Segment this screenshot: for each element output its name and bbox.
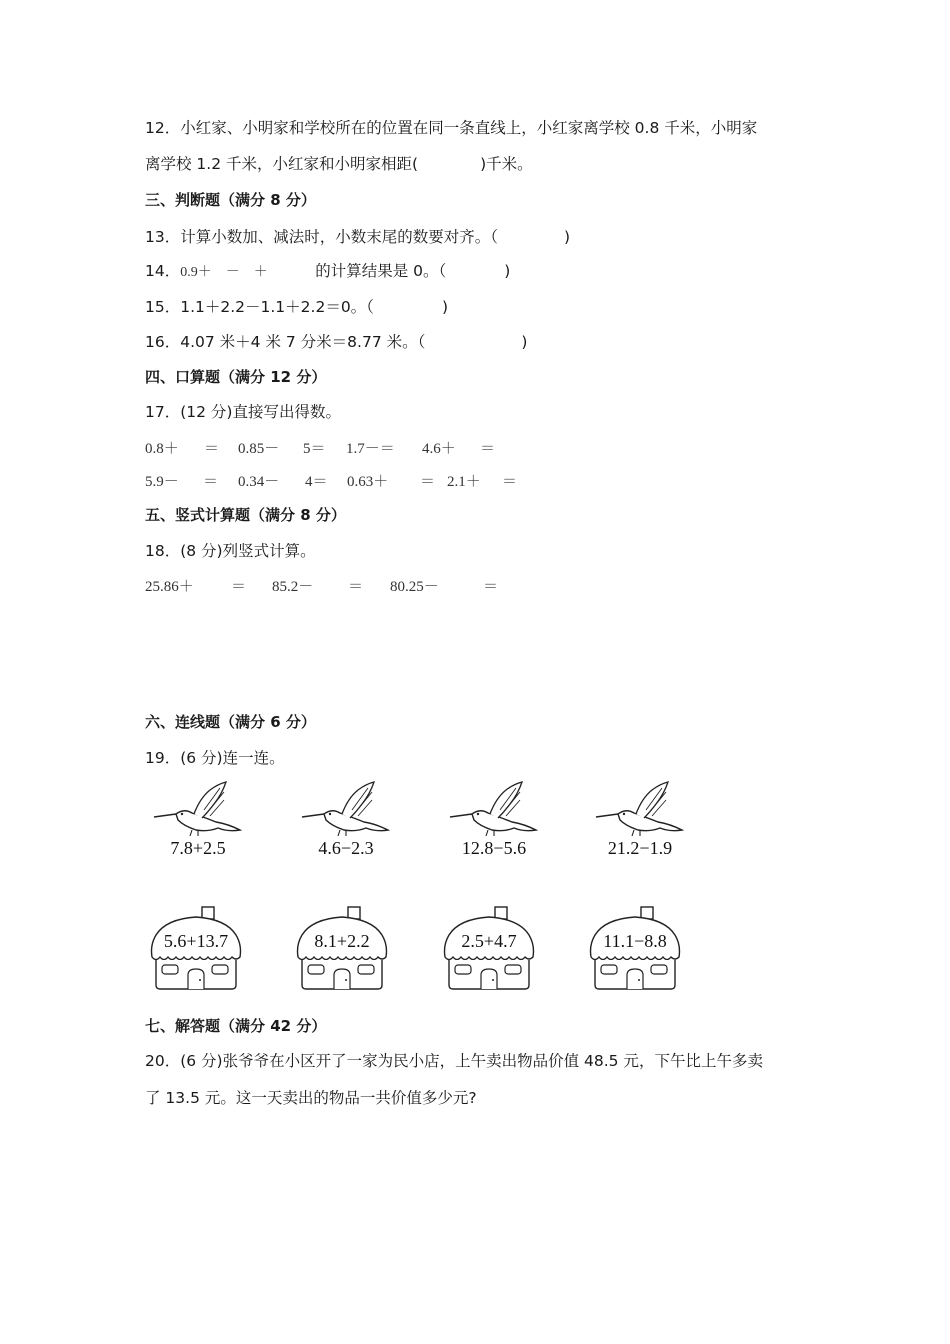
q12-line2 [145, 154, 533, 174]
section-6-title: 六、连线题（满分 6 分） [145, 713, 316, 731]
q16 [145, 332, 527, 352]
oral-equals: ＝ [204, 441, 220, 457]
q12-text: 离学校 1.2 千米，小红家和小明家相距( [145, 155, 419, 173]
q20-line2: 了 13.5 元。这一天卖出的物品一共价值多少元? [145, 1089, 477, 1107]
q14-expression: 0.9＋ － ＋ [180, 265, 268, 280]
q15-close: ) [441, 298, 448, 316]
bird-expression: 7.8+2.5 [170, 838, 226, 858]
q13 [145, 227, 570, 247]
hummingbird-icon [444, 780, 544, 840]
q13-close: ) [563, 228, 571, 246]
q17-text: 17．(12 分)直接写出得数。 [145, 403, 341, 421]
section-5-title: 五、竖式计算题（满分 8 分） [145, 506, 346, 524]
q15-text: 15．1.1＋2.2－1.1＋2.2＝0。（ [145, 298, 374, 316]
q14 [145, 261, 510, 283]
house-expression: 5.6+13.7 [163, 931, 229, 951]
hummingbird-icon [148, 780, 248, 840]
section-3-title: 三、判断题（满分 8 分） [145, 191, 316, 209]
vertical-equals: ＝ [483, 579, 499, 595]
section-4-title: 四、口算题（满分 12 分） [145, 368, 327, 386]
house-card[interactable] [292, 905, 392, 990]
house-expression: 2.5+4.7 [461, 931, 517, 951]
house-expression: 11.1−8.8 [603, 931, 667, 951]
vertical-item: 85.2－ [272, 579, 314, 595]
q13-text: 13．计算小数加、减法时，小数末尾的数要对齐。（ [145, 228, 498, 246]
q14-close: ) [504, 262, 511, 280]
bird-card[interactable] [148, 780, 248, 865]
oral-equals: ＝ [502, 474, 518, 490]
bird-card[interactable] [296, 780, 396, 865]
oral-item: 1.7－＝ [346, 441, 395, 457]
oral-item: 4.6＋ [422, 441, 456, 457]
oral-item: 0.63＋ [347, 474, 389, 490]
vertical-item: 80.25－ [390, 579, 439, 595]
q14-text: 的计算结果是 0。（ [315, 262, 447, 280]
q12-line1: 12．小红家、小明家和学校所在的位置在同一条直线上，小红家离学校 0.8 千米，小明家 [145, 119, 758, 137]
bird-card[interactable] [590, 780, 690, 865]
bird-expression: 21.2−1.9 [607, 838, 673, 858]
oral-item: 5＝ [303, 441, 326, 457]
q15 [145, 297, 448, 317]
oral-item: 0.34－ [238, 474, 280, 490]
vertical-equals: ＝ [231, 579, 247, 595]
oral-item: 0.8＋ [145, 441, 179, 457]
hummingbird-icon [590, 780, 690, 840]
bird-card[interactable] [444, 780, 544, 865]
q18-text: 18．(8 分)列竖式计算。 [145, 542, 316, 560]
q20-line1: 20．(6 分)张爷爷在小区开了一家为民小店，上午卖出物品价值 48.5 元，下午比上午多卖 [145, 1052, 763, 1070]
bird-expression: 4.6−2.3 [318, 838, 374, 858]
oral-item: 2.1＋ [447, 474, 481, 490]
q16-close: ) [521, 333, 528, 351]
house-card[interactable] [439, 905, 539, 990]
section-7-title: 七、解答题（满分 42 分） [145, 1017, 327, 1035]
oral-item: 0.85－ [238, 441, 280, 457]
vertical-item: 25.86＋ [145, 579, 194, 595]
q16-text: 16．4.07 米＋4 米 7 分米＝8.77 米。（ [145, 333, 426, 351]
q14-prefix: 14． [145, 262, 181, 280]
house-card[interactable] [146, 905, 246, 990]
hummingbird-icon [296, 780, 396, 840]
bird-expression: 12.8−5.6 [461, 838, 527, 858]
vertical-equals: ＝ [348, 579, 364, 595]
house-expression: 8.1+2.2 [314, 931, 370, 951]
q12-unit: )千米。 [480, 155, 533, 173]
oral-item: 4＝ [305, 474, 328, 490]
q19-text: 19．(6 分)连一连。 [145, 749, 285, 767]
oral-equals: ＝ [420, 474, 436, 490]
oral-equals: ＝ [480, 441, 496, 457]
house-card[interactable] [585, 905, 685, 990]
oral-equals: ＝ [203, 474, 219, 490]
oral-item: 5.9－ [145, 474, 179, 490]
